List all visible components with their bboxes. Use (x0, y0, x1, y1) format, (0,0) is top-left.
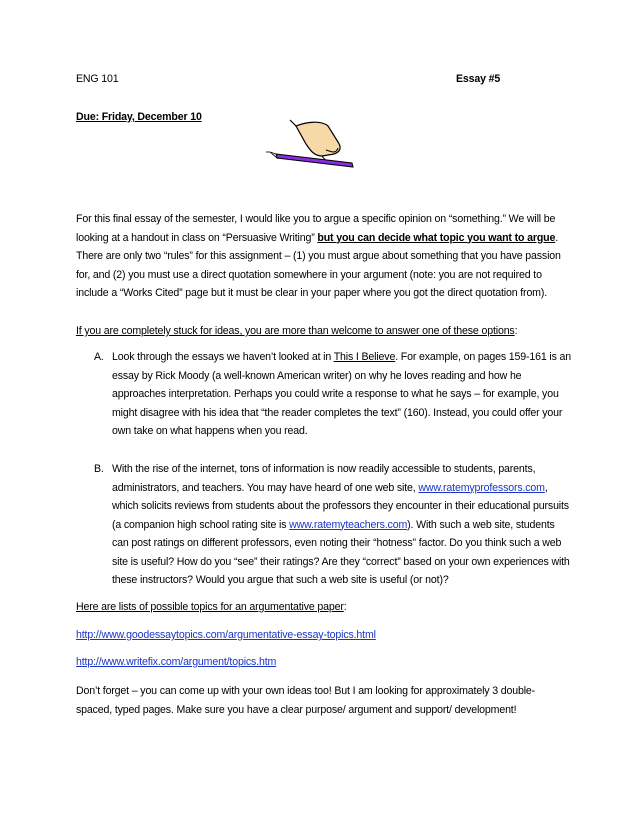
goodessaytopics-link[interactable]: http://www.goodessaytopics.com/argumentative-essay-topics.html (76, 629, 376, 641)
essay-number: Essay #5 (456, 73, 501, 85)
option-b-text-3: ). With such a web site, students can post ratings on different professors, even noting their “hotness” factor. Do you think such a web site is useful? How do you “see” their ratings? Are they “correct” based on your own experiences with these instructors? Would you argue that such a web site is useful (or not)? (112, 518, 570, 586)
intro-paragraph (76, 210, 562, 303)
topics-heading-colon: : (343, 601, 347, 613)
option-b-text (112, 460, 574, 590)
option-b-text-1: With the rise of the internet, tons of information is now readily accessible to students, parents, administrators, and teachers. You may have heard of one web site, (112, 463, 536, 494)
course-code: ENG 101 (76, 73, 119, 85)
intro-text-1: For this final essay of the semester, I would like you to argue a specific opinion on “something.” We will be looking at a handout in class on “Persuasive Writing” (76, 213, 556, 244)
list-marker-a: A. (94, 351, 104, 363)
topics-link-2-row (76, 653, 276, 672)
list-marker-b: B. (94, 463, 104, 475)
topics-heading-text: Here are lists of possible topics for an argumentative paper (76, 601, 344, 613)
options-heading-colon: : (514, 325, 518, 337)
option-a-text-1: Look through the essays we haven’t looked at in (112, 351, 334, 363)
ratemyprofessors-link[interactable]: www.ratemyprofessors.com (418, 481, 545, 494)
option-a-text (112, 348, 574, 441)
list-item-b (94, 460, 574, 590)
options-heading-text: If you are completely stuck for ideas, you are more than welcome to answer one of these options (76, 325, 515, 337)
topics-heading (76, 598, 566, 617)
book-title: This I Believe (333, 351, 396, 363)
options-heading (76, 322, 566, 341)
ratemyteachers-link[interactable]: www.ratemyteachers.com (289, 518, 408, 531)
option-b-text-2: , which solicits reviews from students about the professors they encounter in their educational pursuits (a companion high school rating site is (112, 481, 569, 531)
intro-emphasis: but you can decide what topic you want to argue (317, 231, 556, 244)
topics-link-1-row (76, 626, 376, 645)
writefix-link[interactable]: http://www.writefix.com/argument/topics.htm (76, 656, 277, 668)
option-a-text-2: . For example, on pages 159-161 is an essay by Rick Moody (a well-known American writer) on why he loves reading and how he approaches interpretation. Perhaps you could write a response to what he says – for example, you might disagree with his idea that “the reader completes the text” (160). Instead, you could offer your own take on what happens when you read. (112, 351, 572, 437)
closing-paragraph: Don’t forget – you can come up with your own ideas too! But I am looking for approximately 3 double-spaced, typed pages. Make sure you have a clear purpose/ argument and support/ development! (76, 685, 536, 716)
intro-text-2: . There are only two “rules” for this assignment – (1) you must argue about something that you have passion for, and (2) you must use a direct quotation somewhere in your argument (note: you are not required to include a “Works Cited” page but it must be clear in your paper where you got the direct quotation from). (76, 231, 561, 299)
hand-writing-with-pen-icon (266, 118, 366, 178)
due-date: Due: Friday, December 10 (76, 111, 202, 123)
list-item-a (94, 348, 574, 441)
